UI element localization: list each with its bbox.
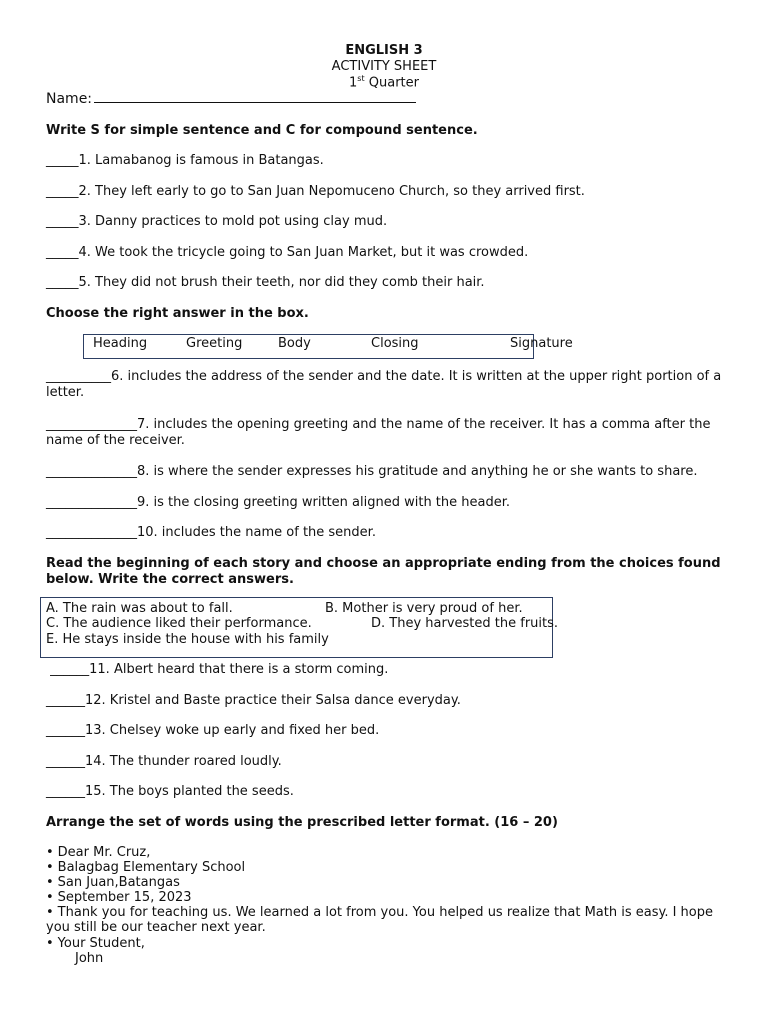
- letter-part-4: • September 15, 2023: [46, 890, 192, 905]
- letter-part-3: • San Juan,Batangas: [46, 875, 180, 890]
- choice-signature: Signature: [510, 336, 573, 351]
- part2-item-6: __________6. includes the address of the sender and the date. It is written at the upper right portion of a letter.: [46, 369, 722, 400]
- letter-part-1: • Dear Mr. Cruz,: [46, 845, 150, 860]
- part2-item-7: ______________7. includes the opening greeting and the name of the receiver. It has a comma after the name of the receiver.: [46, 417, 711, 448]
- subject-title: ENGLISH 3: [345, 43, 423, 58]
- name-blank-line[interactable]: [94, 90, 416, 103]
- part2-item-10: ______________10. includes the name of the sender.: [46, 525, 376, 540]
- sheet-title: ACTIVITY SHEET: [331, 59, 437, 74]
- part1-item-1: _____1. Lamabanog is famous in Batangas.: [46, 153, 324, 168]
- part3-item-11: ______11. Albert heard that there is a storm coming.: [46, 662, 389, 677]
- choice-heading: Heading: [93, 336, 148, 351]
- part2-item-9: ______________9. is the closing greeting written aligned with the header.: [46, 495, 511, 510]
- part2-item-8: ______________8. is where the sender expresses his gratitude and anything he or she wants to share.: [46, 464, 698, 479]
- part3-instruction: Read the beginning of each story and choose an appropriate ending from the choices found below. Write the correct answers.: [46, 556, 721, 587]
- part1-instruction: Write S for simple sentence and C for compound sentence.: [46, 123, 478, 138]
- name-label: Name:: [46, 91, 93, 107]
- ending-choice-d: D. They harvested the fruits.: [371, 616, 559, 631]
- part4-instruction: Arrange the set of words using the prescribed letter format. (16 – 20): [46, 815, 558, 830]
- name-row: [46, 90, 416, 107]
- ending-choice-e: E. He stays inside the house with his family: [46, 632, 329, 647]
- letter-part-5: • Thank you for teaching us. We learned a lot from you. You helped us realize that Math is easy. I hope you still be our teacher next year.: [46, 905, 726, 935]
- part3-item-12: ______12. Kristel and Baste practice their Salsa dance everyday.: [46, 693, 461, 708]
- choice-greeting: Greeting: [186, 336, 243, 351]
- ending-choice-a: A. The rain was about to fall.: [46, 601, 233, 616]
- letter-part-6: • Your Student,: [46, 936, 145, 951]
- ending-choice-c: C. The audience liked their performance.: [46, 616, 312, 631]
- quarter-title: [0, 74, 768, 90]
- quarter-word: Quarter: [368, 75, 419, 91]
- letter-signature-name: John: [75, 951, 104, 966]
- ending-choice-b: B. Mother is very proud of her.: [325, 601, 523, 616]
- part1-item-3: _____3. Danny practices to mold pot using clay mud.: [46, 214, 388, 229]
- part1-item-2: _____2. They left early to go to San Juan Nepomuceno Church, so they arrived first.: [46, 184, 585, 199]
- part1-item-5: _____5. They did not brush their teeth, nor did they comb their hair.: [46, 275, 485, 290]
- choice-body: Body: [278, 336, 311, 351]
- letter-part-2: • Balagbag Elementary School: [46, 860, 245, 875]
- quarter-suffix: st: [357, 74, 365, 83]
- part3-item-15: ______15. The boys planted the seeds.: [46, 784, 294, 799]
- part2-instruction: Choose the right answer in the box.: [46, 306, 309, 321]
- quarter-number: 1: [349, 75, 358, 91]
- part3-item-14: ______14. The thunder roared loudly.: [46, 754, 282, 769]
- part1-item-4: _____4. We took the tricycle going to San Juan Market, but it was crowded.: [46, 245, 529, 260]
- choice-closing: Closing: [371, 336, 419, 351]
- part3-item-13: ______13. Chelsey woke up early and fixed her bed.: [46, 723, 380, 738]
